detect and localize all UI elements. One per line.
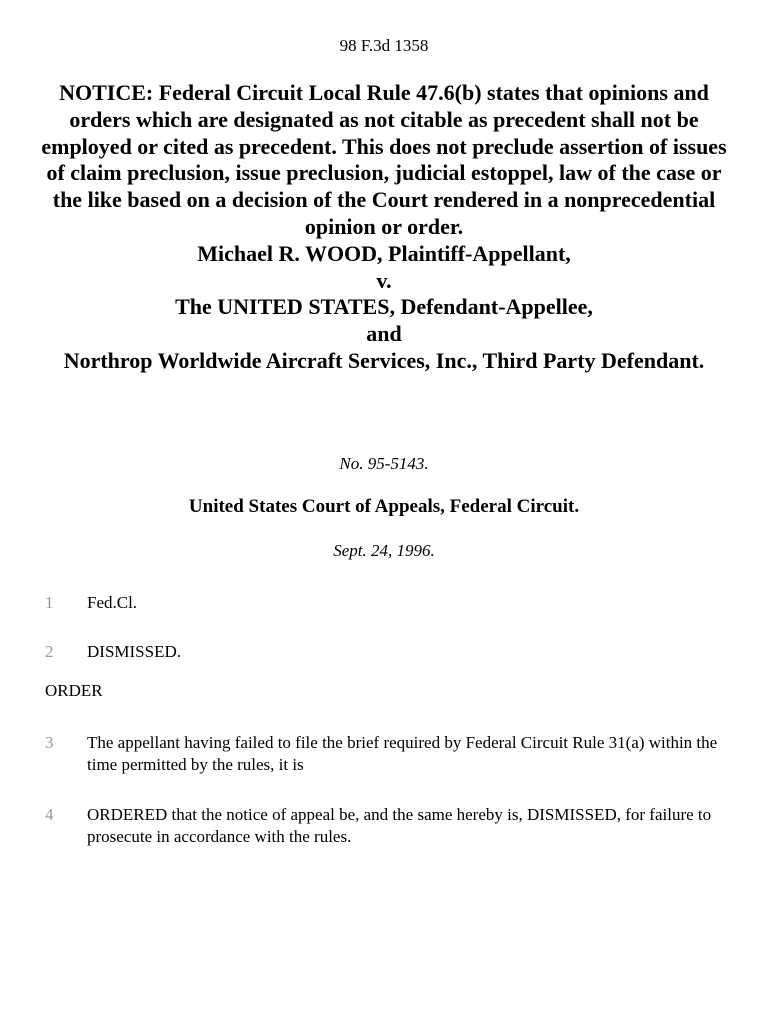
third-party-line: Northrop Worldwide Aircraft Services, Inc., Third Party Defendant. — [63, 347, 705, 373]
paragraph-number: 1 — [45, 593, 54, 612]
notice-text: NOTICE: Federal Circuit Local Rule 47.6(b) states that opinions and orders which are designated as not citable as precedent shall not be employed or cited as precedent. This does not preclude assertion of issues of claim preclusion, issue preclusion, judicial estoppel, law of the case or the like based on a decision of the Court rendered in a nonprecedential opinion or order. — [41, 80, 727, 239]
paragraph-text: Fed.Cl. — [87, 593, 138, 612]
paragraph-number: 2 — [45, 642, 54, 661]
paragraph-text: ORDERED that the notice of appeal be, and the same hereby is, DISMISSED, for failure to prosecute in accordance with the rules. — [87, 805, 712, 846]
paragraph-number: 4 — [45, 805, 54, 824]
paragraph-text: The appellant having failed to file the brief required by Federal Circuit Rule 31(a) within the time permitted by the rules, it is — [87, 733, 718, 774]
conjunction-line: and — [366, 321, 402, 347]
paragraph-number: 3 — [45, 733, 54, 752]
decision-date: Sept. 24, 1996. — [333, 541, 435, 560]
order-label: ORDER — [45, 681, 103, 700]
court-name: United States Court of Appeals, Federal Circuit. — [188, 496, 580, 517]
docket-number: No. 95-5143. — [339, 454, 429, 473]
plaintiff-line: Michael R. WOOD, Plaintiff-Appellant, — [197, 240, 571, 266]
paragraph-text: DISMISSED. — [87, 642, 181, 661]
defendant-line: The UNITED STATES, Defendant-Appellee, — [175, 294, 593, 320]
case-citation: 98 F.3d 1358 — [339, 36, 429, 55]
versus-line: v. — [376, 267, 392, 293]
case-heading — [40, 80, 728, 375]
